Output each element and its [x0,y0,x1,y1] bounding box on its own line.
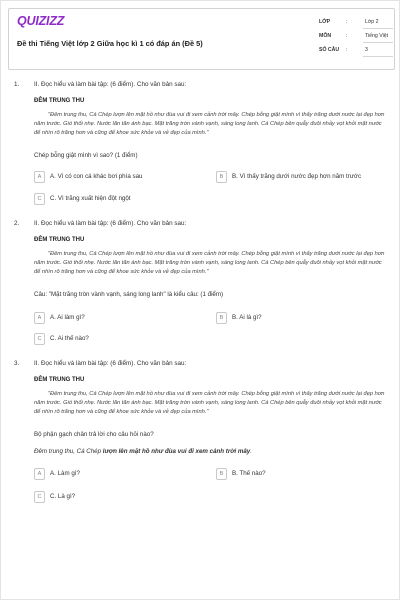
option-letter-box: C [34,491,45,503]
meta-row-class [319,17,393,31]
meta-underline [363,28,393,29]
question-text: Chép bỗng giật mình vì sao? (1 điểm) [34,152,138,159]
question-number: 2. [14,220,20,227]
option-label: A. Vì có con cá khác bơi phía sau [50,173,143,180]
passage-heading: ĐÊM TRUNG THU [34,98,85,104]
option-letter-box: A [34,312,45,324]
question-prompt: II. Đọc hiểu và làm bài tập: (6 điểm). Cho văn bản sau: [34,360,187,367]
question-number: 3. [14,360,20,367]
option-label: C. Vì trăng xuất hiện đột ngột [50,195,131,202]
example-end: . [250,448,252,455]
meta-value: Lớp 2 [365,19,379,25]
meta-row-count [319,45,393,59]
meta-underline [363,42,393,43]
question-prompt: II. Đọc hiểu và làm bài tập: (6 điểm). Cho văn bản sau: [34,81,187,88]
meta-key: SỐ CÂU [319,47,340,53]
meta-colon: : [346,19,348,25]
meta-value: Tiếng Việt [365,33,389,39]
example-plain: Đêm trung thu, Cá Chép [34,448,103,455]
question-text: Bộ phận gạch chân trả lời cho câu hỏi nào? [34,431,154,438]
option-label: B. Ai là gì? [232,314,262,321]
passage-heading: ĐÊM TRUNG THU [34,377,85,383]
document-title: Đề thi Tiếng Việt lớp 2 Giữa học kì 1 có đáp án (Đề 5) [17,39,203,48]
option-label: B. Vì thấy trăng dưới nước đẹp hơn năm trước [232,173,362,180]
example-underlined-part: lượn lên mặt hồ như đùa vui đi xem cảnh trời mây [102,448,251,455]
passage-text: "Đêm trung thu, Cá Chép lượn lên mặt hồ như đùa vui đi xem cảnh trời mây. Chép bỗng giật mình vì thấy trăng dưới nước lại đẹp hơn năm trước. Gió thổi nhẹ. Nước lăn tăn ánh bạc. Mặt trăng tròn vành vạnh, sáng long lanh. Cá Chép bên quẫy đuôi nhảy vọt khỏi mặt nước để nhìn rõ trăng hơn và cũng để khoe sức khỏe và vẻ đẹp của mình." [34,391,385,415]
option-letter-box: A [34,468,45,480]
example-sentence [34,448,252,455]
option-letter-box: C [34,193,45,205]
meta-key: LỚP [319,19,331,25]
question-prompt: II. Đọc hiểu và làm bài tập: (6 điểm). Cho văn bản sau: [34,220,187,227]
option-label: C. Ai thế nào? [50,335,89,342]
option-letter-box: B [216,171,227,183]
passage-text: "Đêm trung thu, Cá Chép lượn lên mặt hồ như đùa vui đi xem cảnh trời mây. Chép bỗng giật mình vì thấy trăng dưới nước lại đẹp hơn năm trước. Gió thổi nhẹ. Nước lăn tăn ánh bạc. Mặt trăng tròn vành vạnh, sáng long lanh. Cá Chép bên quẫy đuôi nhảy vọt khỏi mặt nước để nhìn rõ trăng hơn và cũng để khoe sức khỏe và vẻ đẹp của mình." [34,112,385,136]
option-letter-box: B [216,312,227,324]
meta-colon: : [346,33,348,39]
option-label: A. Ai làm gì? [50,314,85,321]
meta-underline [363,56,393,57]
meta-key: MÔN [319,33,332,39]
option-letter-box: A [34,171,45,183]
meta-block [319,17,393,59]
passage-heading: ĐÊM TRUNG THU [34,237,85,243]
quizizz-logo: QUIZIZZ [17,14,65,28]
option-label: C. Là gì? [50,493,76,500]
passage-text: "Đêm trung thu, Cá Chép lượn lên mặt hồ như đùa vui đi xem cảnh trời mây. Chép bỗng giật mình vì thấy trăng dưới nước lại đẹp hơn năm trước. Gió thổi nhẹ. Nước lăn tăn ánh bạc. Mặt trăng tròn vành vạnh, sáng long lanh. Cá Chép bên quẫy đuôi nhảy vọt khỏi mặt nước để nhìn rõ trăng hơn và cũng để khoe sức khỏe và vẻ đẹp của mình." [34,251,385,275]
meta-colon: : [346,47,348,53]
question-text: Câu: "Mặt trăng tròn vành vạnh, sáng long lanh" là kiểu câu: (1 điểm) [34,291,224,298]
worksheet-header [8,8,395,70]
option-label: B. Thế nào? [232,470,266,477]
meta-row-subject [319,31,393,45]
option-letter-box: C [34,333,45,345]
question-number: 1. [14,81,20,88]
option-label: A. Làm gì? [50,470,80,477]
meta-value: 3 [365,47,368,53]
option-letter-box: B [216,468,227,480]
